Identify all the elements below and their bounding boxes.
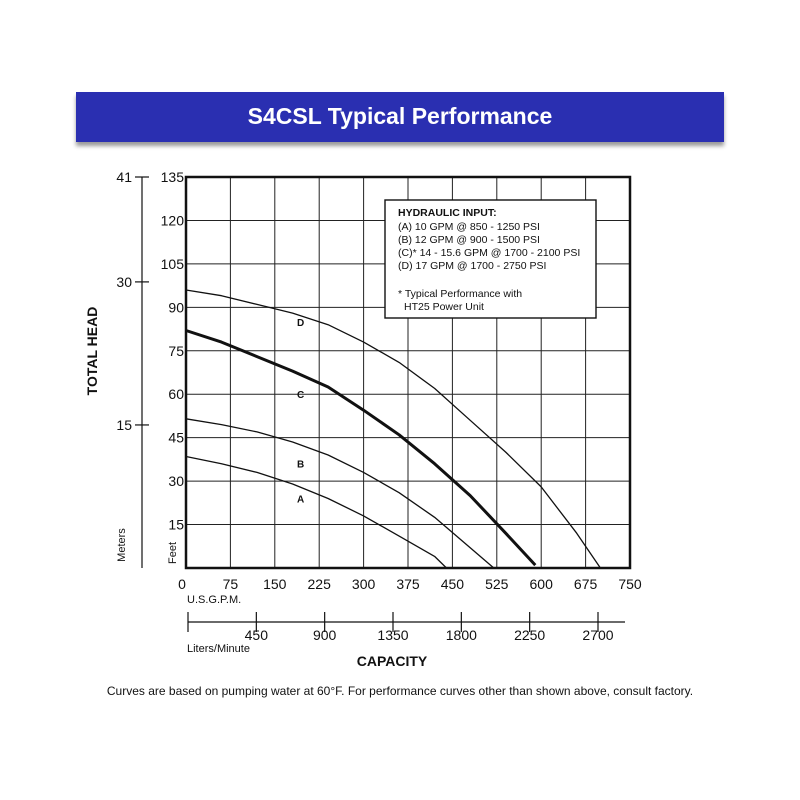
liters-tick-label: 2700 (582, 627, 614, 643)
curves (186, 290, 600, 568)
legend-note: HT25 Power Unit (404, 301, 484, 313)
legend-note: * Typical Performance with (398, 288, 523, 300)
y-tick-label: 75 (168, 342, 184, 359)
footnote: Curves are based on pumping water at 60°F. For performance curves other than shown above, consult factory. (106, 684, 694, 698)
legend-title: HYDRAULIC INPUT: (398, 207, 497, 219)
legend-entry: (C)* 14 - 15.6 GPM @ 1700 - 2100 PSI (398, 247, 581, 259)
x-unit-liters: Liters/Minute (187, 643, 250, 655)
legend-entry: (B) 12 GPM @ 900 - 1500 PSI (398, 234, 540, 246)
y-tick-label: 15 (168, 516, 184, 533)
x-tick-label: 0 (178, 576, 186, 592)
curve-label-c: C (296, 390, 305, 402)
curve-label-a: A (296, 494, 305, 506)
curve-a (186, 457, 447, 569)
y-tick-label: 135 (160, 169, 184, 185)
x-tick-label: 300 (351, 576, 376, 592)
x-tick-label: 750 (618, 576, 642, 592)
x-tick-label: 225 (307, 576, 331, 592)
x-axis-title: CAPACITY (356, 653, 428, 669)
legend-entry: (D) 17 GPM @ 1700 - 2750 PSI (398, 260, 547, 272)
legend-entry: (A) 10 GPM @ 850 - 1250 PSI (398, 221, 540, 233)
x-tick-label: 75 (222, 576, 239, 592)
curve-c (186, 331, 535, 566)
curve-label-d: D (296, 317, 305, 329)
y-tick-label: 30 (168, 473, 184, 490)
x-tick-label: 150 (263, 576, 287, 592)
x-unit-gpm: U.S.G.P.M. (187, 594, 242, 606)
chart-title: S4CSL Typical Performance (247, 103, 553, 129)
y-unit-meters: Meters (116, 528, 128, 562)
y-tick-label: 120 (160, 212, 184, 229)
x-tick-label: 375 (396, 576, 420, 592)
x-tick-label: 675 (573, 576, 598, 592)
curve-b (186, 419, 494, 568)
y-tick-label: 60 (168, 386, 184, 403)
liters-tick-label: 2250 (514, 627, 546, 643)
liters-tick-label: 450 (244, 627, 269, 643)
x-tick-label: 600 (529, 576, 553, 592)
curve-label-b: B (296, 459, 305, 471)
meters-tick-label: 30 (116, 273, 132, 290)
x-tick-label: 525 (485, 576, 509, 592)
meters-tick-label: 15 (116, 416, 132, 433)
x-tick-label: 450 (440, 576, 465, 592)
y-tick-label: 45 (168, 429, 184, 446)
liters-tick-label: 1350 (377, 627, 409, 643)
y-axis-title: TOTAL HEAD (84, 306, 100, 396)
y-tick-label: 105 (160, 255, 184, 272)
liters-tick-label: 900 (312, 627, 337, 643)
y-tick-label: 90 (168, 299, 184, 316)
y-unit-feet: Feet (167, 541, 179, 565)
liters-tick-label: 1800 (445, 627, 477, 643)
meters-tick-label: 41 (116, 169, 132, 185)
legend (385, 200, 596, 318)
